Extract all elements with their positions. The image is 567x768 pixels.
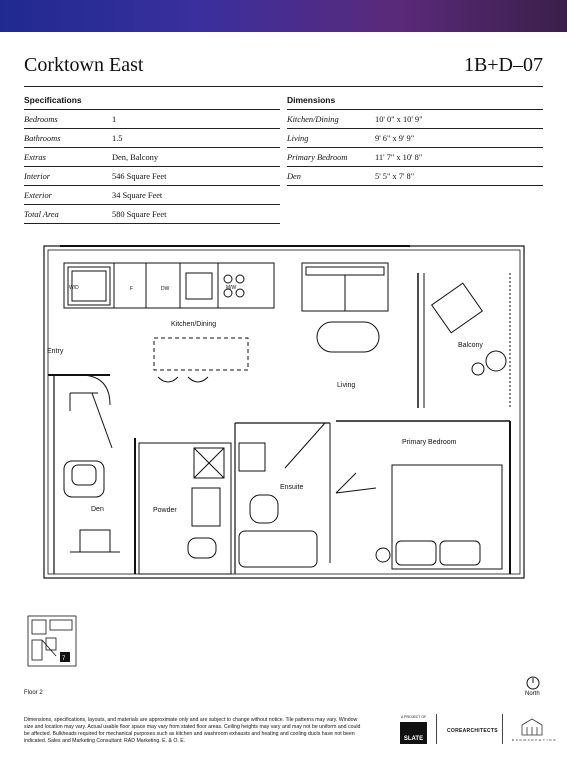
ensuite-toilet	[250, 495, 278, 523]
spec-key: Bedrooms	[24, 114, 58, 124]
cooktop-burner	[224, 275, 232, 283]
table-row	[287, 166, 543, 186]
floor-plan	[40, 243, 528, 581]
table-row	[24, 147, 280, 166]
powder-label: Powder	[153, 507, 177, 514]
cooktop-burner	[236, 289, 244, 297]
specifications-heading: Specifications	[24, 95, 82, 105]
slate-caption: A PROJECT OF	[401, 715, 427, 719]
living-label: Living	[337, 382, 356, 389]
unit-marker: 7	[62, 656, 66, 662]
coffee-table	[317, 322, 379, 352]
floor-label: Floor 2	[24, 690, 43, 696]
den-desk	[80, 530, 110, 552]
balcony-stool	[472, 363, 484, 375]
dim-key: Kitchen/Dining	[287, 114, 339, 124]
rad-marketing-icon	[519, 717, 545, 737]
specifications-table	[24, 95, 280, 224]
dim-value: 11' 7" x 10' 8"	[375, 152, 423, 162]
spec-key: Extras	[24, 152, 46, 162]
table-row	[24, 185, 280, 204]
inner-wall-line	[48, 250, 520, 574]
north-compass-icon	[526, 676, 540, 690]
project-title: Corktown East	[24, 54, 144, 76]
pillow	[440, 541, 480, 565]
spec-value: 580 Square Feet	[112, 209, 167, 219]
dim-value: 9' 6" x 9' 9"	[375, 133, 415, 143]
nightstand-lamp	[376, 548, 390, 562]
mw-label: M/W	[226, 285, 237, 291]
powder-toilet	[188, 538, 216, 558]
primary-bedroom-label: Primary Bedroom	[402, 439, 457, 446]
dim-key: Primary Bedroom	[287, 152, 348, 162]
wd-label: W/D	[69, 285, 79, 291]
kitchen-label: Kitchen/Dining	[171, 321, 217, 328]
pillow	[396, 541, 436, 565]
den-label: Den	[91, 506, 104, 513]
fridge-label: F	[130, 286, 134, 292]
table-row	[287, 128, 543, 147]
vanity	[192, 488, 220, 526]
entry-label: Entry	[47, 348, 64, 355]
unit-code: 1B+D–07	[463, 54, 543, 76]
spec-value: 34 Square Feet	[112, 190, 163, 200]
cooktop-burner	[236, 275, 244, 283]
bathtub	[239, 531, 317, 567]
bed	[392, 465, 502, 569]
spec-key: Interior	[24, 171, 51, 181]
dim-value: 5' 5" x 7' 8"	[375, 171, 415, 181]
table-row	[24, 166, 280, 185]
balcony-plant	[486, 351, 506, 371]
stool	[188, 377, 208, 382]
footer-divider	[436, 714, 437, 744]
spec-value: 546 Square Feet	[112, 171, 167, 181]
ensuite-label: Ensuite	[280, 484, 304, 491]
table-row	[287, 109, 543, 128]
slate-logo: SLATE	[400, 722, 427, 744]
footer-divider	[502, 714, 503, 744]
den-chair	[64, 461, 104, 497]
spec-key: Bathrooms	[24, 133, 61, 143]
north-label: North	[525, 691, 540, 697]
dimensions-table	[287, 95, 543, 186]
ensuite-vanity	[239, 443, 265, 471]
table-row	[24, 128, 280, 147]
kitchen-island	[154, 338, 248, 370]
spec-key: Exterior	[24, 190, 52, 200]
stool	[158, 377, 178, 382]
dw-label: DW	[161, 286, 170, 292]
closet-door	[336, 473, 376, 493]
core-architects-logo: COREARCHITECTS	[447, 728, 498, 734]
disclaimer-text: Dimensions, specifications, layouts, and materials are approximate only and are subject to change without notice. Tile patterns may vary. Window size and location may vary. Actual usable floor space may vary from stated floor areas. Ceiling heights may vary and may not be uniform and could be affected. Bulkheads required for mechanical purposes such as kitchen and washroom exhausts and heating and cooling ducts have not been indicated. Sales and Marketing Consultant: RAD Marketing. E. & O. E.	[24, 717, 361, 744]
balcony-label: Balcony	[458, 342, 483, 349]
dimensions-heading: Dimensions	[287, 95, 336, 105]
dim-key: Den	[287, 171, 301, 181]
table-row	[24, 109, 280, 128]
balcony-chair	[432, 283, 483, 333]
sink	[186, 273, 212, 299]
spec-value: 1	[112, 114, 117, 124]
ensuite-door	[285, 423, 325, 468]
spec-key: Total Area	[24, 209, 59, 219]
spec-value: 1.5	[112, 133, 123, 143]
key-plan	[22, 612, 82, 670]
rad-marketing-logo: R A D M A R K E T I N G	[512, 738, 557, 742]
table-row	[287, 147, 543, 166]
header-gradient-bar	[0, 0, 567, 32]
header-divider	[24, 86, 543, 87]
spec-value: Den, Balcony	[112, 152, 159, 162]
table-row	[24, 204, 280, 224]
outer-wall	[44, 246, 524, 578]
dim-key: Living	[287, 133, 309, 143]
dim-value: 10' 0" x 10' 9"	[375, 114, 423, 124]
